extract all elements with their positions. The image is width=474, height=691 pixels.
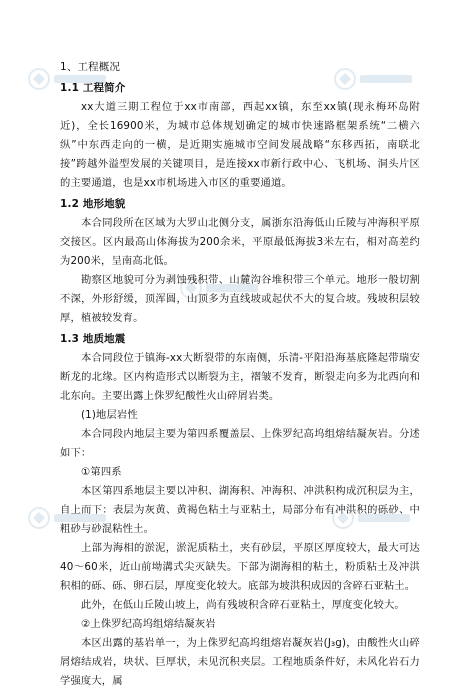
overview-heading: 1.1 工程简介 [60, 82, 126, 94]
document-body [60, 58, 420, 691]
quaternary-paragraph-2: 上部为海相的淤泥，淤泥质粘土，夹有砂层，平原区厚度较大，最大可达40～60米，近山前坳溝式尖灭缺失。下部为湖海相的粘土，粉质粘土及冲洪积相的砾、砾、卵石层，厚度变化较大。底部为坡洪积成因的含碎石亚粘土。 [60, 542, 420, 592]
landform-paragraph-1: 本合同段所在区域为大罗山北侧分支，属浙东沿海低山丘陵与冲海积平原交接区。区内最高山体海拔为200余米，平原最低海拔3米左右，相对高差约为200米，呈南高北低。 [60, 217, 420, 267]
geology-paragraph-1: 本合同段位于镇海-xx大断裂带的东南侧，乐清-平阳沿海基底隆起带瑞安断龙的北缘。区内构造形式以断裂为主，褶皱不发育，断裂走向多为北西向和北东向。主要出露上侏罗纪酸性火山碎屑岩类。 [60, 352, 420, 402]
landform-heading: 1.2 地形地貌 [60, 198, 126, 210]
quaternary-paragraph-3: 此外，在低山丘陵山坡上，尚有残坡积含碎石亚粘土，厚度变化较大。 [81, 599, 405, 611]
quaternary-paragraph-1: 本区第四系地层主要以冲积、湖海积、冲海积、冲洪积构成沉积层为主，自上而下：表层为灰黄、黄褐色粘土与亚粘土，局部分布有冲洪积的砾砂、中粗砂与砂混粘性土。 [60, 485, 420, 535]
section-title: 1、工程概况 [60, 61, 121, 73]
landform-paragraph-2: 勘察区地貌可分为剥蚀残积带、山麓沟谷堆积带三个单元。地形一般切割不深，外形舒缓，顶浑圆，山顶多为直线坡或起伏不大的复合坡。残坡积层较厚，植被较发育。 [60, 274, 420, 324]
jurassic-paragraph: 本区出露的基岩单一，为上侏罗纪高坞组熔岩凝灰岩(J₃g)，由酸性火山碎屑熔结成岩，块状、巨厚状，未见沉积夹层。工程地质条件好，未风化岩石力学强度大，属 [60, 637, 420, 687]
strata-intro: 本合同段内地层主要为第四系覆盖层、上侏罗纪高坞组熔结凝灰岩。分述如下： [60, 428, 420, 459]
strata-heading: (1)地层岩性 [81, 409, 138, 421]
overview-paragraph: xx大道三期工程位于xx市南部，西起xx镇，东至xx镇(现永梅环岛附近)，全长16900米，为城市总体规划确定的城市快速路框架系统“二横六纵”中东西走向的一横，是近期实施城市空间发展战略“东移西拓，南联北接”跨越外溢型发展的关键项目，是连接xx市新行政中心、飞机场、洞头片区的主要通道，也是xx市机场进入市区的重要通道。 [60, 101, 420, 189]
jurassic-heading: ②上侏罗纪高坞组熔结凝灰岩 [81, 618, 216, 630]
geology-heading: 1.3 地质地震 [60, 333, 126, 345]
quaternary-heading: ①第四系 [81, 466, 122, 478]
